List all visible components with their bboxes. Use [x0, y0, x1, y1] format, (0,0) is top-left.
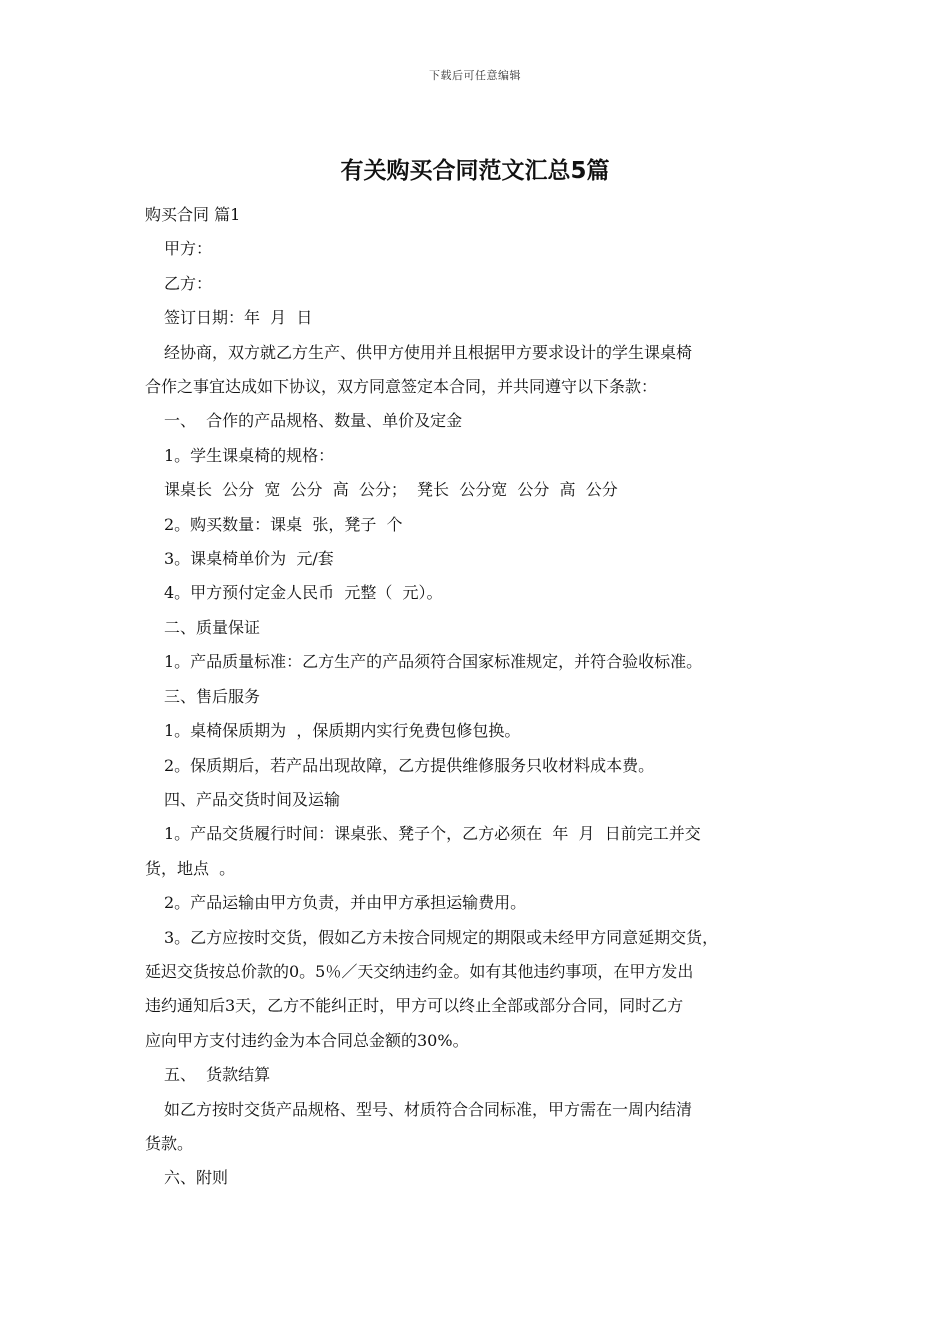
clause-item: 1。产品质量标准：乙方生产的产品须符合国家标准规定，并符合验收标准。 [164, 652, 703, 672]
clause-item: 1。桌椅保质期为 ，保质期内实行免费包修包换。 [164, 721, 521, 741]
clause-heading: 三、售后服务 [164, 686, 261, 706]
party-a-line: 甲方： [164, 239, 213, 259]
clause-item-continuation: 延迟交货按总价款的0。5％／天交纳违约金。如有其他违约事项，在甲方发出 [145, 961, 694, 981]
clause-item: 2。购买数量：课桌 张，凳子 个 [164, 514, 403, 534]
clause-item: 如乙方按时交货产品规格、型号、材质符合合同标准，甲方需在一周内结清 [164, 1099, 693, 1119]
clause-item: 4。甲方预付定金人民币 元整（ 元）。 [164, 583, 443, 603]
page-header-note: 下载后可任意编辑 [429, 69, 521, 82]
clause-item: 3。课桌椅单价为 元/套 [164, 549, 334, 569]
clause-heading: 六、附则 [164, 1168, 229, 1188]
clause-heading: 一、 合作的产品规格、数量、单价及定金 [164, 411, 463, 431]
clause-item: 3。乙方应按时交货，假如乙方未按合同规定的期限或未经甲方同意延期交货， [164, 927, 719, 947]
clause-heading: 五、 货款结算 [164, 1065, 271, 1085]
clause-item: 2。保质期后，若产品出现故障，乙方提供维修服务只收材料成本费。 [164, 755, 655, 775]
clause-item-continuation: 货，地点 。 [145, 858, 236, 878]
clause-item: 1。学生课桌椅的规格： [164, 445, 335, 465]
party-b-line: 乙方： [164, 273, 213, 293]
section-heading: 购买合同 篇1 [145, 205, 241, 224]
sign-date-line: 签订日期：年 月 日 [164, 308, 313, 328]
clause-item-continuation: 应向甲方支付违约金为本合同总金额的30%。 [145, 1030, 469, 1050]
clause-heading: 四、产品交货时间及运输 [164, 789, 341, 809]
clause-item-continuation: 货款。 [145, 1133, 194, 1153]
clause-item: 1。产品交货履行时间：课桌张、凳子个，乙方必须在 年 月 日前完工并交 [164, 824, 701, 844]
document-title: 有关购买合同范文汇总5篇 [340, 158, 610, 184]
clause-item: 2。产品运输由甲方负责，并由甲方承担运输费用。 [164, 893, 527, 913]
clause-heading: 二、质量保证 [164, 617, 261, 637]
intro-paragraph-line: 经协商，双方就乙方生产、供甲方使用并且根据甲方要求设计的学生课桌椅 [164, 342, 693, 362]
clause-item: 课桌长 公分 宽 公分 高 公分； 凳长 公分宽 公分 高 公分 [164, 480, 618, 500]
document-body [145, 198, 810, 1196]
intro-paragraph-line: 合作之事宜达成如下协议，双方同意签定本合同，并共同遵守以下条款： [145, 377, 658, 397]
clause-item-continuation: 违约通知后3天，乙方不能纠正时，甲方可以终止全部或部分合同，同时乙方 [145, 996, 684, 1016]
